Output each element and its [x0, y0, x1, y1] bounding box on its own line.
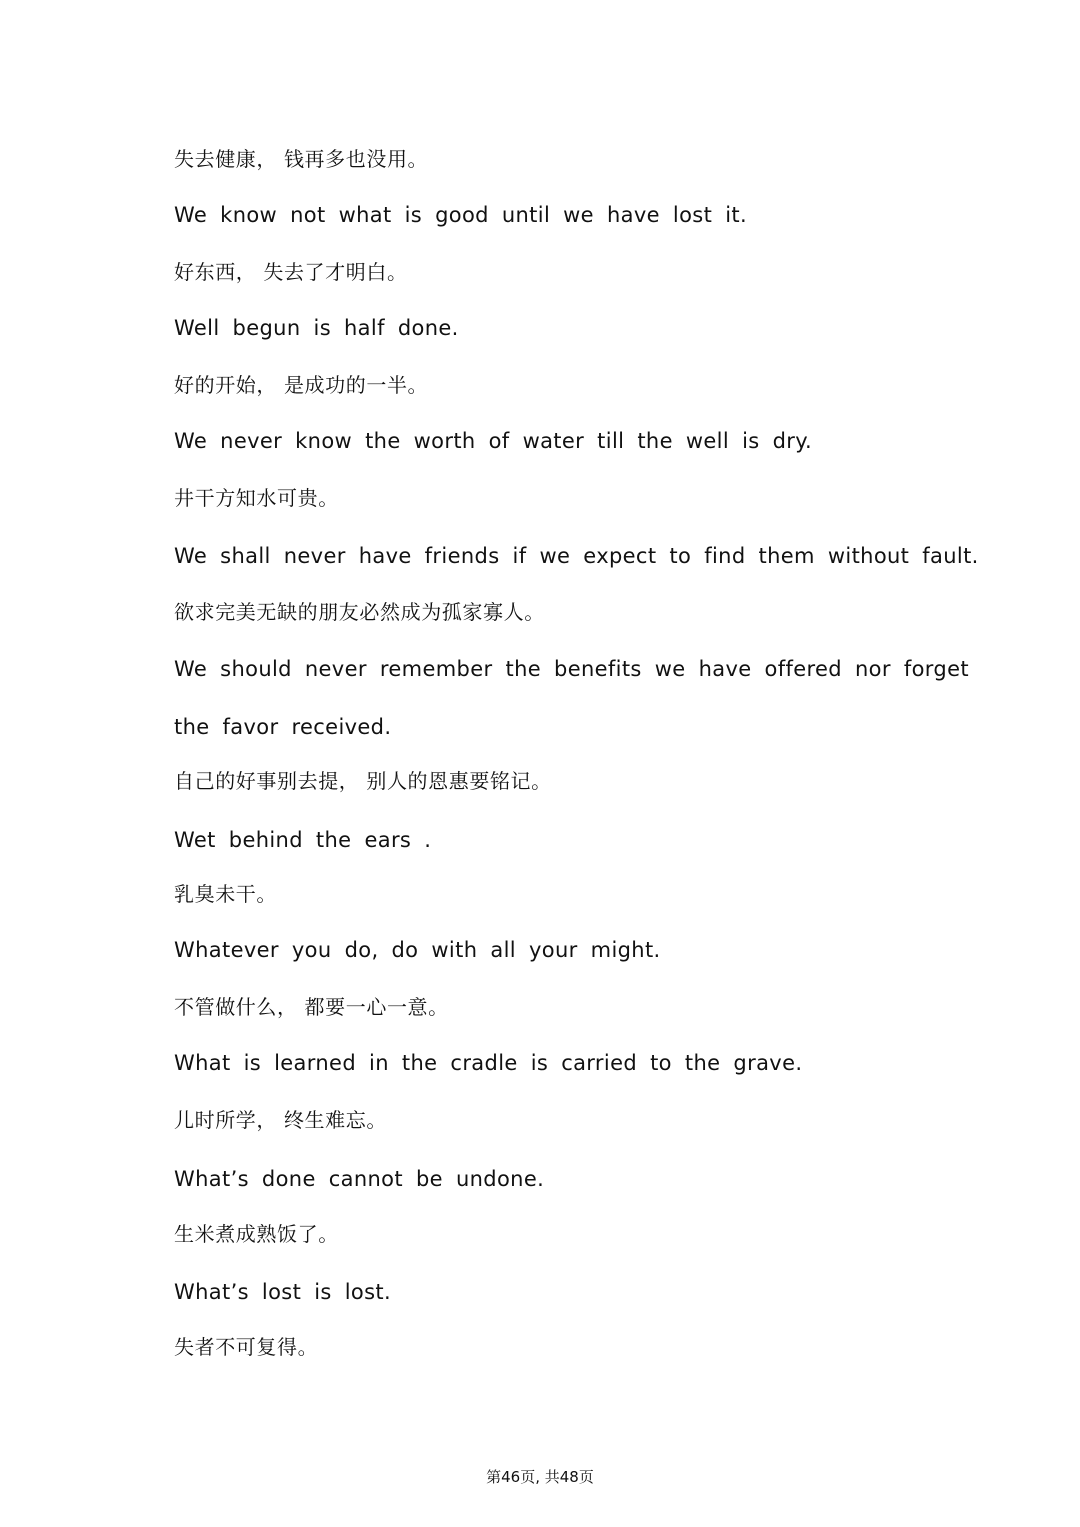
text-line-8: We shall never have friends if we expect to find them without fault.	[174, 544, 979, 568]
text-line-21: What’s lost is lost.	[174, 1280, 391, 1304]
text-line-14: 乳臭未干。	[174, 882, 277, 906]
text-line-6: We never know the worth of water till the well is dry.	[174, 429, 813, 453]
text-line-2: We know not what is good until we have lost it.	[174, 203, 748, 227]
text-line-17: What is learned in the cradle is carried to the grave.	[174, 1051, 803, 1075]
page-number-footer: 第46页, 共48页	[486, 1468, 594, 1486]
text-line-20: 生米煮成熟饭了。	[174, 1222, 339, 1246]
text-line-5: 好的开始， 是成功的一半。	[174, 373, 429, 397]
text-line-12: 自己的好事别去提， 别人的恩惠要铭记。	[174, 769, 552, 793]
text-line-7: 井干方知水可贵。	[174, 486, 339, 510]
text-line-9: 欲求完美无缺的朋友必然成为孤家寡人。	[174, 600, 545, 624]
text-line-13: Wet behind the ears .	[174, 828, 432, 852]
text-line-18: 儿时所学， 终生难忘。	[174, 1108, 387, 1132]
text-line-10: We should never remember the benefits we have offered nor forget	[174, 657, 969, 681]
text-line-15: Whatever you do, do with all your might.	[174, 938, 661, 962]
text-line-22: 失者不可复得。	[174, 1335, 319, 1359]
text-line-19: What’s done cannot be undone.	[174, 1167, 545, 1191]
text-line-4: Well begun is half done.	[174, 316, 459, 340]
text-line-3: 好东西， 失去了才明白。	[174, 260, 408, 284]
text-line-11: the favor received.	[174, 715, 392, 739]
text-line-1: 失去健康， 钱再多也没用。	[174, 147, 429, 171]
text-line-16: 不管做什么， 都要一心一意。	[174, 995, 449, 1019]
